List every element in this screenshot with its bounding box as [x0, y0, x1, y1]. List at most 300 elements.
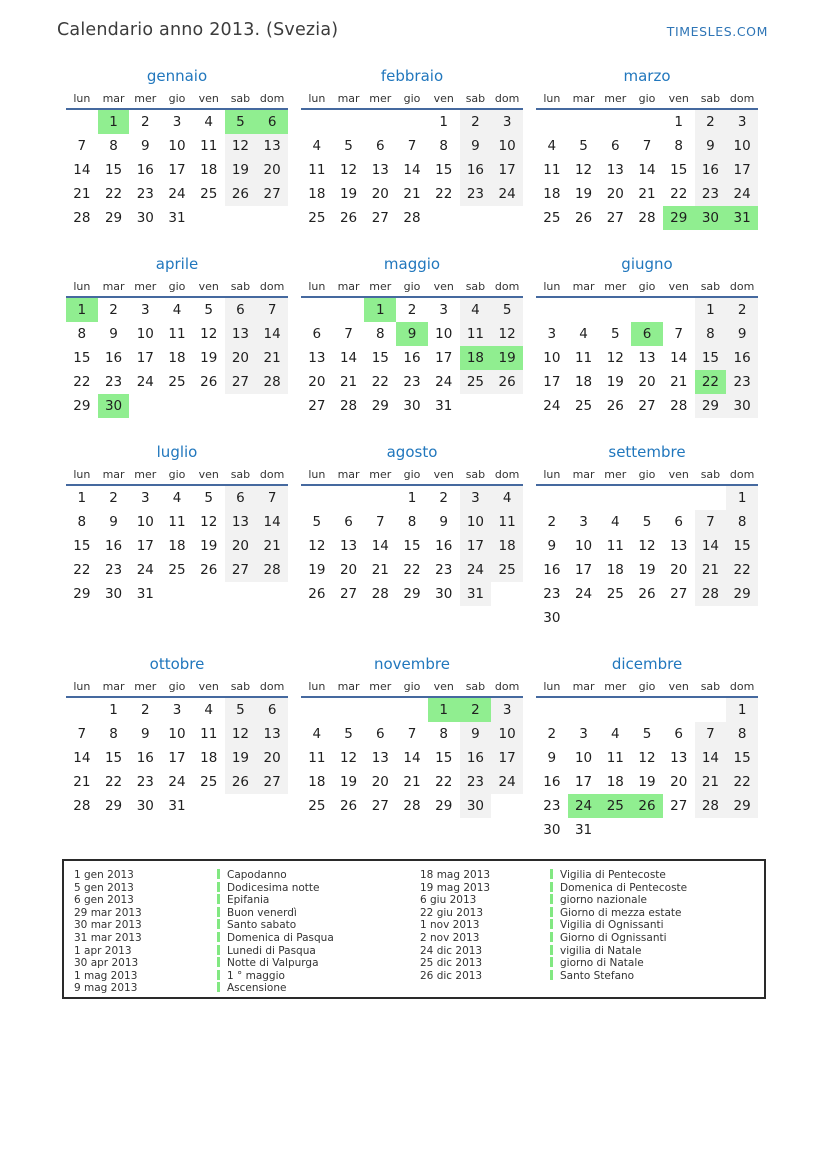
day-cell-weekend: 16 [460, 746, 492, 770]
day-cell: 5 [344, 726, 353, 742]
weekday-label: lun [308, 92, 326, 105]
day-cell: 17 [543, 374, 561, 390]
day-cell-empty [631, 298, 663, 322]
day-cell-weekend: 3 [491, 110, 523, 134]
day-cell: 13 [670, 538, 688, 554]
day-cell-empty [568, 486, 600, 510]
weekday-label: dom [729, 680, 755, 693]
day-cell: 15 [435, 162, 453, 178]
day-cell-holiday: 9 [396, 322, 428, 346]
day-cell: 5 [642, 726, 652, 742]
day-cell: 19 [638, 774, 656, 790]
day-cell-empty [726, 818, 758, 842]
page-title: Calendario anno 2013. (Svezia) [57, 20, 339, 40]
weekday-label: lun [73, 280, 91, 293]
weekday-label: mer [369, 680, 392, 693]
month-dicembre [536, 655, 758, 842]
day-cell: 10 [168, 726, 186, 742]
month-title: gennaio [146, 67, 208, 85]
holiday-marker-icon [217, 907, 220, 917]
day-cell-weekend: 15 [726, 534, 758, 558]
day-cell-weekend: 14 [256, 322, 288, 346]
day-cell: 30 [543, 822, 561, 838]
weekday-label: mer [369, 468, 392, 481]
day-cell: 9 [439, 514, 448, 530]
legend-name-right: giorno nazionale [550, 894, 764, 907]
day-cell: 20 [371, 774, 389, 790]
day-cell: 22 [371, 374, 389, 390]
weekday-label: dom [259, 680, 285, 693]
day-cell-weekend: 10 [491, 722, 523, 746]
month-agosto [301, 443, 523, 606]
day-cell-empty [599, 298, 631, 322]
weekday-label: sab [700, 468, 721, 481]
weekday-label: mar [572, 280, 595, 293]
weekday-header-row [301, 89, 523, 110]
weekday-label: sab [230, 92, 251, 105]
day-cell-empty [225, 794, 257, 818]
day-cell: 16 [543, 774, 561, 790]
day-cell-weekend: 26 [225, 182, 257, 206]
day-cell: 28 [403, 210, 421, 226]
day-cell-empty [536, 298, 568, 322]
day-cell: 23 [543, 586, 561, 602]
day-cell-weekend: 15 [695, 346, 727, 370]
day-cell: 9 [547, 538, 557, 554]
day-cell-empty [364, 486, 396, 510]
day-cell: 11 [606, 750, 624, 766]
day-cell-empty [301, 486, 333, 510]
day-cell: 28 [638, 210, 656, 226]
holiday-marker-icon [550, 957, 553, 967]
day-cell-weekend: 24 [491, 770, 523, 794]
month-days [301, 298, 523, 418]
day-cell: 31 [136, 586, 154, 602]
month-days [66, 486, 288, 606]
day-cell-weekend: 25 [491, 558, 523, 582]
day-cell-holiday: 26 [631, 794, 663, 818]
day-cell: 12 [308, 538, 326, 554]
day-cell: 11 [308, 162, 326, 178]
day-cell-weekend: 9 [460, 722, 492, 746]
day-cell: 3 [172, 114, 182, 130]
weekday-label: lun [543, 92, 561, 105]
day-cell-empty [695, 486, 727, 510]
day-cell: 31 [168, 210, 186, 226]
day-cell-weekend: 28 [256, 558, 288, 582]
month-title: giugno [621, 255, 673, 273]
day-cell: 13 [371, 162, 389, 178]
day-cell-weekend: 21 [695, 558, 727, 582]
day-cell-weekend: 24 [491, 182, 523, 206]
day-cell: 3 [579, 726, 588, 742]
day-cell-empty [726, 606, 758, 630]
legend-name-left: Dodicesima notte [217, 882, 420, 895]
weekday-label: ven [668, 92, 689, 105]
day-cell-weekend: 28 [695, 794, 727, 818]
day-cell-empty [695, 606, 727, 630]
weekday-header-row [66, 89, 288, 110]
weekday-header-row [66, 677, 288, 698]
day-cell-empty [599, 486, 631, 510]
day-cell-holiday: 30 [695, 206, 727, 230]
day-cell-empty [536, 110, 568, 134]
day-cell: 13 [371, 750, 389, 766]
day-cell-empty [491, 394, 523, 418]
day-cell-empty [193, 394, 225, 418]
day-cell: 23 [435, 562, 453, 578]
weekday-label: sab [465, 468, 486, 481]
day-cell-weekend: 14 [695, 534, 727, 558]
holiday-marker-icon [217, 869, 220, 879]
day-cell-weekend: 10 [460, 510, 492, 534]
day-cell: 29 [104, 798, 123, 814]
day-cell: 3 [172, 702, 182, 718]
day-cell: 8 [439, 726, 448, 742]
day-cell-weekend: 10 [726, 134, 758, 158]
day-cell-weekend: 1 [695, 298, 727, 322]
day-cell-empty [256, 394, 288, 418]
day-cell: 6 [375, 138, 385, 154]
weekday-label: mer [604, 680, 627, 693]
day-cell: 11 [168, 326, 186, 342]
day-cell-weekend: 19 [225, 746, 257, 770]
day-cell: 25 [168, 374, 186, 390]
day-cell: 19 [606, 374, 624, 390]
month-title: luglio [156, 443, 198, 461]
day-cell: 25 [543, 210, 561, 226]
day-cell: 25 [200, 774, 218, 790]
weekday-label: dom [494, 468, 520, 481]
site-logo-link[interactable]: TIMESLES.COM [666, 24, 768, 39]
day-cell: 17 [168, 162, 186, 178]
weekday-label: dom [494, 92, 520, 105]
day-cell: 14 [73, 750, 91, 766]
day-cell: 31 [435, 398, 453, 414]
day-cell: 18 [308, 774, 326, 790]
day-cell: 20 [308, 374, 326, 390]
day-cell: 4 [610, 726, 620, 742]
holiday-marker-icon [550, 970, 553, 980]
holiday-marker-icon [217, 894, 220, 904]
day-cell-weekend: 14 [695, 746, 727, 770]
day-cell: 24 [168, 774, 186, 790]
holiday-marker-icon [217, 932, 220, 942]
day-cell: 21 [670, 374, 688, 390]
day-cell: 2 [547, 726, 557, 742]
day-cell: 13 [308, 350, 326, 366]
day-cell: 16 [435, 538, 453, 554]
day-cell: 20 [670, 774, 688, 790]
month-marzo [536, 67, 758, 230]
month-days [301, 486, 523, 606]
day-cell: 1 [77, 490, 87, 506]
day-cell: 15 [670, 162, 688, 178]
legend-date-left: 1 gen 2013 [74, 869, 134, 881]
day-cell: 7 [674, 326, 683, 342]
day-cell-weekend: 14 [256, 510, 288, 534]
day-cell-weekend: 23 [695, 182, 727, 206]
month-days [66, 110, 288, 230]
day-cell: 11 [168, 514, 186, 530]
day-cell: 13 [670, 750, 688, 766]
day-cell-empty [599, 698, 631, 722]
day-cell: 16 [543, 562, 561, 578]
day-cell-weekend: 5 [491, 298, 523, 322]
day-cell-empty [256, 794, 288, 818]
day-cell: 4 [312, 138, 322, 154]
day-cell: 22 [435, 774, 453, 790]
weekday-header-row [536, 677, 758, 698]
day-cell: 11 [543, 162, 561, 178]
legend-date-right: 25 dic 2013 [420, 957, 483, 970]
day-cell-holiday: 19 [491, 346, 523, 370]
month-title: aprile [155, 255, 199, 273]
month-title: febbraio [380, 67, 444, 85]
day-cell: 29 [104, 210, 123, 226]
weekday-label: mar [337, 280, 360, 293]
legend-name-right: Vigilia di Pentecoste [550, 869, 764, 882]
day-cell: 28 [403, 798, 421, 814]
day-cell-holiday: 6 [631, 322, 663, 346]
day-cell: 17 [435, 350, 453, 366]
weekday-label: lun [308, 680, 326, 693]
day-cell: 23 [104, 374, 123, 390]
legend-name-right: vigilia di Natale [550, 945, 764, 958]
holiday-marker-icon [550, 932, 553, 942]
legend-name-left: 1 ° maggio [217, 970, 420, 983]
day-cell-empty [631, 110, 663, 134]
day-cell-empty [663, 818, 695, 842]
day-cell-empty [301, 298, 333, 322]
day-cell-empty [491, 582, 523, 606]
day-cell-empty [536, 698, 568, 722]
day-cell: 12 [574, 162, 593, 178]
day-cell: 3 [547, 326, 557, 342]
day-cell-holiday: 2 [460, 698, 492, 722]
day-cell-empty [568, 606, 600, 630]
day-cell: 22 [104, 186, 123, 202]
month-title: agosto [386, 443, 438, 461]
weekday-label: mar [337, 92, 360, 105]
day-cell: 24 [435, 374, 453, 390]
weekday-header-row [66, 465, 288, 486]
day-cell-weekend: 26 [225, 770, 257, 794]
day-cell: 29 [435, 798, 453, 814]
month-ottobre [66, 655, 288, 818]
weekday-label: dom [259, 92, 285, 105]
day-cell: 10 [435, 326, 453, 342]
day-cell-empty [225, 394, 257, 418]
legend-date-left: 1 apr 2013 [74, 944, 132, 957]
day-cell: 27 [638, 398, 656, 414]
day-cell-weekend: 21 [695, 770, 727, 794]
day-cell: 23 [543, 798, 561, 814]
day-cell: 9 [140, 726, 150, 742]
day-cell: 26 [606, 398, 624, 414]
day-cell: 29 [73, 398, 91, 414]
legend-date-left: 30 apr 2013 [74, 957, 139, 970]
day-cell: 11 [606, 538, 624, 554]
legend-name-left: Ascensione [217, 982, 420, 995]
month-febbraio [301, 67, 523, 230]
day-cell: 22 [670, 186, 688, 202]
day-cell-weekend: 16 [460, 158, 492, 182]
weekday-label: dom [729, 468, 755, 481]
day-cell: 11 [308, 750, 326, 766]
day-cell: 19 [200, 538, 218, 554]
day-cell: 6 [610, 138, 620, 154]
day-cell: 21 [73, 186, 91, 202]
day-cell-weekend: 28 [256, 370, 288, 394]
legend-name-right: Giorno di Ognissanti [550, 932, 764, 945]
holiday-marker-icon [217, 970, 220, 980]
day-cell: 15 [403, 538, 421, 554]
day-cell: 6 [674, 514, 683, 530]
calendar-grid [66, 67, 758, 842]
day-cell-empty [193, 582, 225, 606]
day-cell-weekend: 6 [256, 698, 288, 722]
legend-name-right: Santo Stefano [550, 970, 764, 983]
day-cell: 17 [168, 750, 186, 766]
holiday-legend-grid [74, 869, 764, 995]
weekday-label: ven [433, 680, 454, 693]
day-cell: 11 [200, 726, 218, 742]
legend-date-right: 6 giu 2013 [420, 894, 477, 907]
day-cell-weekend: 20 [225, 346, 257, 370]
holiday-marker-icon [550, 945, 553, 955]
day-cell: 25 [308, 210, 326, 226]
day-cell-empty [364, 110, 396, 134]
weekday-label: dom [729, 280, 755, 293]
day-cell: 20 [371, 186, 389, 202]
day-cell: 20 [606, 186, 624, 202]
day-cell-empty [491, 206, 523, 230]
weekday-label: gio [168, 92, 186, 105]
day-cell: 18 [543, 186, 561, 202]
month-days [536, 698, 758, 842]
day-cell: 29 [403, 586, 421, 602]
day-cell-empty [225, 206, 257, 230]
day-cell: 25 [574, 398, 593, 414]
month-novembre [301, 655, 523, 818]
day-cell: 7 [77, 726, 87, 742]
weekday-label: mar [102, 468, 125, 481]
weekday-label: mer [369, 280, 392, 293]
day-cell-empty [333, 298, 365, 322]
day-cell: 18 [200, 162, 218, 178]
weekday-label: lun [543, 280, 561, 293]
day-cell: 14 [638, 162, 656, 178]
day-cell: 7 [375, 514, 385, 530]
day-cell: 4 [172, 302, 182, 318]
day-cell-weekend: 13 [225, 510, 257, 534]
day-cell-empty [66, 110, 98, 134]
day-cell: 4 [172, 490, 182, 506]
day-cell-weekend: 1 [726, 486, 758, 510]
day-cell: 9 [140, 138, 150, 154]
day-cell: 21 [403, 774, 421, 790]
weekday-label: mar [102, 92, 125, 105]
day-cell-weekend: 6 [225, 486, 257, 510]
day-cell-weekend: 2 [460, 110, 492, 134]
weekday-header-row [536, 465, 758, 486]
weekday-label: ven [433, 280, 454, 293]
day-cell-empty [536, 486, 568, 510]
day-cell: 15 [73, 350, 91, 366]
day-cell: 17 [574, 774, 593, 790]
weekday-label: sab [465, 680, 486, 693]
day-cell-empty [599, 110, 631, 134]
day-cell-weekend: 3 [726, 110, 758, 134]
day-cell: 28 [73, 210, 91, 226]
weekday-label: gio [638, 468, 656, 481]
day-cell: 22 [435, 186, 453, 202]
weekday-label: gio [168, 280, 186, 293]
day-cell-weekend: 6 [225, 298, 257, 322]
day-cell: 1 [109, 702, 118, 718]
day-cell: 12 [200, 514, 218, 530]
day-cell: 2 [140, 114, 150, 130]
day-cell-weekend: 8 [726, 510, 758, 534]
day-cell-weekend: 13 [225, 322, 257, 346]
day-cell: 8 [77, 326, 87, 342]
month-days [536, 110, 758, 230]
day-cell-weekend: 2 [726, 298, 758, 322]
weekday-label: lun [73, 680, 91, 693]
weekday-label: mer [134, 680, 157, 693]
day-cell-empty [460, 394, 492, 418]
day-cell-empty [631, 698, 663, 722]
day-cell-empty [333, 110, 365, 134]
weekday-label: sab [230, 680, 251, 693]
day-cell: 8 [407, 514, 417, 530]
day-cell-empty [161, 394, 193, 418]
day-cell: 14 [403, 162, 421, 178]
day-cell-empty [396, 110, 428, 134]
day-cell: 18 [308, 186, 326, 202]
day-cell: 5 [610, 326, 620, 342]
day-cell-holiday: 1 [66, 298, 98, 322]
day-cell-weekend: 1 [726, 698, 758, 722]
day-cell: 22 [73, 562, 91, 578]
day-cell-empty [631, 486, 663, 510]
day-cell: 17 [136, 538, 154, 554]
day-cell: 6 [344, 514, 353, 530]
day-cell: 30 [435, 586, 453, 602]
day-cell: 19 [638, 562, 656, 578]
day-cell-holiday: 6 [256, 110, 288, 134]
day-cell: 15 [104, 750, 123, 766]
day-cell-empty [631, 606, 663, 630]
day-cell-weekend: 17 [491, 746, 523, 770]
day-cell-weekend: 12 [225, 134, 257, 158]
day-cell: 27 [371, 798, 389, 814]
day-cell: 1 [407, 490, 417, 506]
day-cell: 24 [136, 374, 154, 390]
day-cell: 4 [547, 138, 557, 154]
day-cell: 19 [200, 350, 218, 366]
day-cell-weekend: 15 [726, 746, 758, 770]
day-cell: 25 [200, 186, 218, 202]
weekday-label: gio [638, 280, 656, 293]
day-cell: 30 [136, 210, 154, 226]
day-cell: 8 [439, 138, 448, 154]
month-title: dicembre [611, 655, 683, 673]
day-cell-weekend: 12 [225, 722, 257, 746]
day-cell-empty [225, 582, 257, 606]
day-cell: 18 [574, 374, 593, 390]
